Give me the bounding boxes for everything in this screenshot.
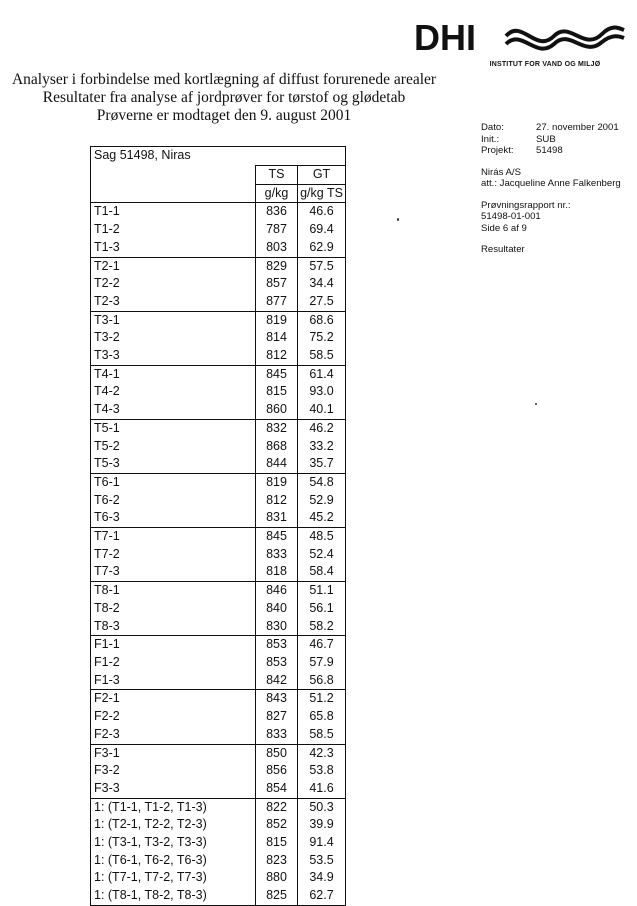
report-subtitle: Resultater fra analyse af jordprøver for tørstof og glødetab [42,89,406,106]
table-row [91,600,346,618]
page-indicator: Side 6 af 9 [481,222,527,234]
ts-value: 803 [256,239,298,257]
column-header-row [91,166,346,185]
header-ts: TS [256,166,298,185]
table-row [91,726,346,744]
report-titles [0,71,448,125]
table-row [91,473,346,491]
ts-value: 853 [256,636,298,654]
gt-value: 50.3 [298,798,346,816]
table-row [91,257,346,275]
table-row [91,636,346,654]
ts-value: 850 [256,744,298,762]
case-title: Sag 51498, Niras [91,147,346,166]
sample-name: T4-1 [91,365,256,383]
gt-value: 58.4 [298,563,346,581]
report-number-label: Prøvningsrapport nr.: [481,199,571,211]
table-row [91,744,346,762]
ts-value: 812 [256,492,298,510]
date-value: 27. november 2001 [536,122,619,133]
report-received-date: Prøverne er modtaget den 9. august 2001 [96,107,352,124]
scan-speck [397,218,399,221]
table-row [91,293,346,311]
ts-value: 812 [256,347,298,365]
gt-value: 65.8 [298,708,346,726]
gt-value: 58.5 [298,726,346,744]
gt-value: 53.8 [298,762,346,780]
gt-value: 93.0 [298,383,346,401]
ts-value: 819 [256,311,298,329]
gt-value: 58.5 [298,347,346,365]
sample-name: T3-2 [91,329,256,347]
case-header-row [91,147,346,166]
gt-value: 51.1 [298,582,346,600]
sample-name: F3-2 [91,762,256,780]
gt-value: 57.5 [298,257,346,275]
gt-value: 69.4 [298,221,346,239]
project-row [481,145,633,157]
table-row [91,690,346,708]
sample-name: T2-2 [91,275,256,293]
ts-value: 877 [256,293,298,311]
ts-value: 853 [256,654,298,672]
sample-name: T7-1 [91,528,256,546]
table-row [91,762,346,780]
gt-value: 52.4 [298,546,346,564]
table-row [91,869,346,887]
table-row [91,438,346,456]
table-row [91,203,346,221]
sample-name: T3-1 [91,311,256,329]
table-row [91,528,346,546]
gt-value: 33.2 [298,438,346,456]
table-row [91,546,346,564]
ts-value: 845 [256,365,298,383]
sample-name: T5-1 [91,419,256,437]
table-row [91,672,346,690]
gt-value: 56.1 [298,600,346,618]
gt-value: 52.9 [298,492,346,510]
gt-value: 45.2 [298,509,346,527]
gt-value: 58.2 [298,618,346,636]
sample-name: T8-1 [91,582,256,600]
date-label: Dato: [481,122,504,133]
ts-value: 815 [256,834,298,852]
table-row [91,365,346,383]
ts-value: 844 [256,455,298,473]
section-label: Resultater [481,244,525,255]
unit-blank [91,184,256,203]
sample-name: T7-2 [91,546,256,564]
ts-value: 831 [256,509,298,527]
ts-value: 836 [256,203,298,221]
gt-value: 46.2 [298,419,346,437]
sample-name: T7-3 [91,563,256,581]
table-row [91,419,346,437]
header-blank [91,166,256,185]
table-row [91,582,346,600]
table-row [91,834,346,852]
ts-value: 852 [256,816,298,834]
sample-name: T2-1 [91,257,256,275]
ts-value: 822 [256,798,298,816]
table-row [91,221,346,239]
gt-value: 53.5 [298,852,346,870]
sample-name: F2-2 [91,708,256,726]
table-row [91,347,346,365]
gt-value: 46.6 [298,203,346,221]
unit-ts: g/kg [256,184,298,203]
gt-value: 41.6 [298,780,346,798]
sample-name: F2-3 [91,726,256,744]
gt-value: 40.1 [298,401,346,419]
table-row [91,798,346,816]
report-number: 51498-01-001 [481,211,541,222]
gt-value: 27.5 [298,293,346,311]
client-name: Nirás A/S [481,166,521,178]
gt-value: 56.8 [298,672,346,690]
gt-value: 35.7 [298,455,346,473]
ts-value: 829 [256,257,298,275]
ts-value: 846 [256,582,298,600]
wave-icon-lower [506,36,624,48]
sample-name: 1: (T3-1, T3-2, T3-3) [91,834,256,852]
gt-value: 91.4 [298,834,346,852]
sample-name: 1: (T1-1, T1-2, T1-3) [91,798,256,816]
sample-name: T8-3 [91,618,256,636]
table-row [91,563,346,581]
gt-value: 34.4 [298,275,346,293]
ts-value: 880 [256,869,298,887]
gt-value: 61.4 [298,365,346,383]
ts-value: 819 [256,473,298,491]
init-value: SUB [536,133,556,145]
sample-name: T4-2 [91,383,256,401]
dhi-logo [414,14,626,74]
sample-name: 1: (T7-1, T7-2, T7-3) [91,869,256,887]
sample-name: T5-2 [91,438,256,456]
gt-value: 62.7 [298,887,346,905]
logo-subtitle: INSTITUT FOR VAND OG MILJØ [489,61,601,68]
sample-name: F2-1 [91,690,256,708]
results-table-body [91,147,346,906]
sample-name: F1-1 [91,636,256,654]
gt-value: 68.6 [298,311,346,329]
project-label: Projekt: [481,145,514,156]
sample-name: T2-3 [91,293,256,311]
ts-value: 854 [256,780,298,798]
sample-name: F1-3 [91,672,256,690]
ts-value: 787 [256,221,298,239]
ts-value: 843 [256,690,298,708]
table-row [91,383,346,401]
init-label: Init.: [481,133,500,145]
table-row [91,708,346,726]
sample-name: T6-1 [91,473,256,491]
sample-name: T1-2 [91,221,256,239]
table-row [91,492,346,510]
unit-gt: g/kg TS [298,184,346,203]
gt-value: 48.5 [298,528,346,546]
ts-value: 845 [256,528,298,546]
table-row [91,509,346,527]
table-row [91,329,346,347]
results-table [90,146,346,906]
ts-value: 825 [256,887,298,905]
table-row [91,654,346,672]
sample-name: 1: (T6-1, T6-2, T6-3) [91,852,256,870]
table-row [91,780,346,798]
table-row [91,618,346,636]
ts-value: 815 [256,383,298,401]
ts-value: 830 [256,618,298,636]
ts-value: 856 [256,762,298,780]
date-row [481,122,633,134]
ts-value: 814 [256,329,298,347]
gt-value: 46.7 [298,636,346,654]
project-value: 51498 [536,145,563,156]
gt-value: 34.9 [298,869,346,887]
sample-name: T1-1 [91,203,256,221]
client-attention: att.: Jacqueline Anne Falkenberg [481,178,621,189]
ts-value: 842 [256,672,298,690]
gt-value: 42.3 [298,744,346,762]
scan-speck [535,403,537,405]
sample-name: T6-2 [91,492,256,510]
sample-name: T3-3 [91,347,256,365]
table-row [91,852,346,870]
gt-value: 57.9 [298,654,346,672]
init-row [481,134,633,146]
gt-value: 62.9 [298,239,346,257]
ts-value: 832 [256,419,298,437]
ts-value: 840 [256,600,298,618]
ts-value: 857 [256,275,298,293]
dhi-logo-text: DHI [414,17,476,58]
ts-value: 823 [256,852,298,870]
unit-header-row [91,184,346,203]
sample-name: T8-2 [91,600,256,618]
dhi-logo-mark [414,14,626,60]
table-row [91,239,346,257]
table-row [91,887,346,905]
table-row [91,455,346,473]
gt-value: 39.9 [298,816,346,834]
ts-value: 860 [256,401,298,419]
sample-name: 1: (T2-1, T2-2, T2-3) [91,816,256,834]
sample-name: T5-3 [91,455,256,473]
gt-value: 51.2 [298,690,346,708]
sample-name: F1-2 [91,654,256,672]
sample-name: T6-3 [91,509,256,527]
report-meta [481,122,633,256]
sample-name: F3-1 [91,744,256,762]
table-row [91,401,346,419]
ts-value: 833 [256,726,298,744]
ts-value: 833 [256,546,298,564]
sample-name: T4-3 [91,401,256,419]
table-row [91,816,346,834]
gt-value: 54.8 [298,473,346,491]
ts-value: 818 [256,563,298,581]
table-row [91,311,346,329]
sample-name: 1: (T8-1, T8-2, T8-3) [91,887,256,905]
header-gt: GT [298,166,346,185]
gt-value: 75.2 [298,329,346,347]
sample-name: T1-3 [91,239,256,257]
ts-value: 868 [256,438,298,456]
table-row [91,275,346,293]
sample-name: F3-3 [91,780,256,798]
ts-value: 827 [256,708,298,726]
report-title: Analyser i forbindelse med kortlægning af diffust forurenede arealer [11,71,437,88]
